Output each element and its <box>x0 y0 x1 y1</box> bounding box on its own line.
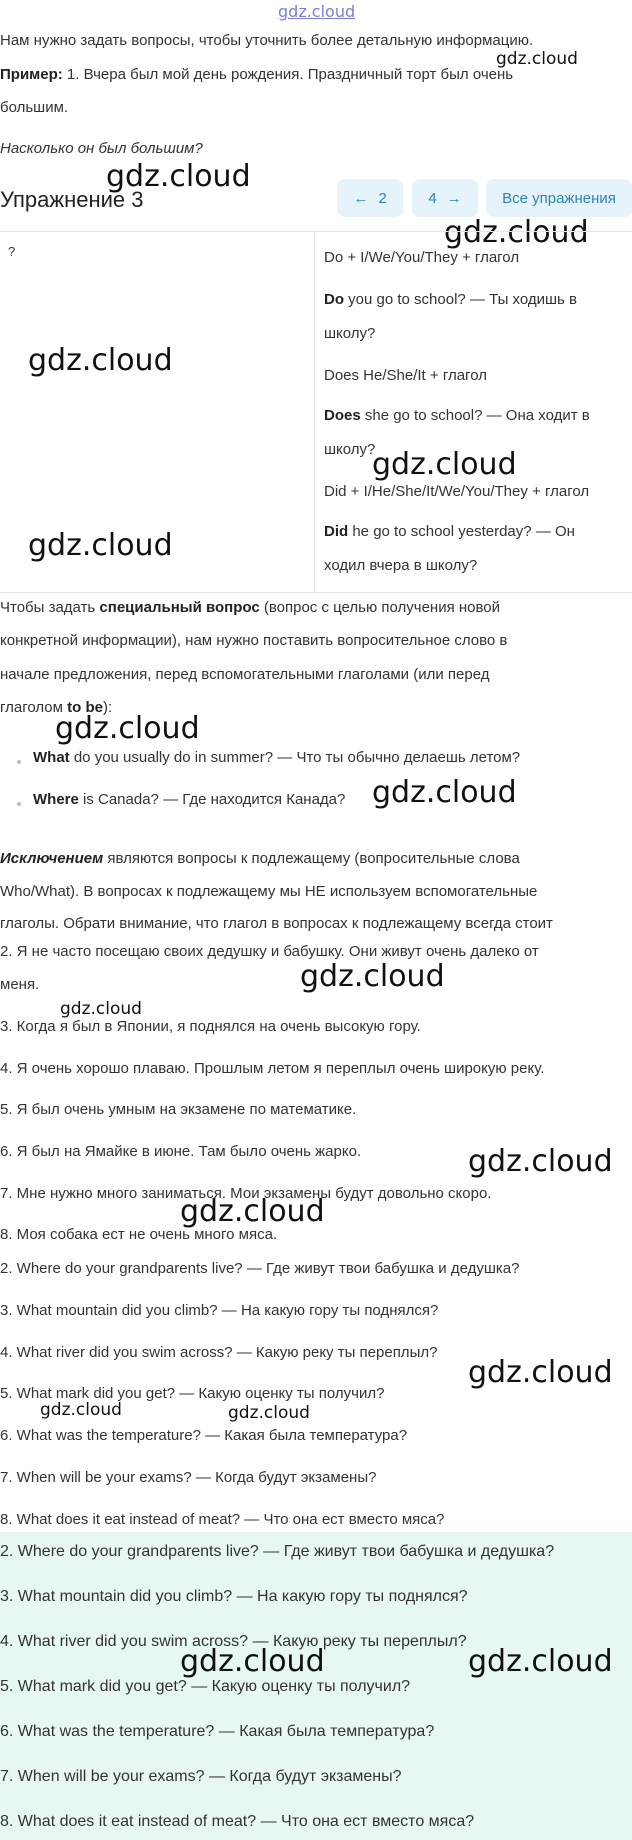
answer-line: 4. What river did you swim across? — Какую реку ты переплыл? <box>0 1633 467 1650</box>
task-sentence: 4. Я очень хорошо плаваю. Прошлым летом я переплыл очень широкую реку. <box>0 1060 545 1077</box>
rule-do-bold: Do <box>324 291 344 308</box>
answer-line: 2. Where do your grandparents live? — Где живут твои бабушка и дедушка? <box>0 1543 555 1560</box>
rule-do: Do + I/We/You/They + глагол <box>324 249 520 266</box>
list-item-what-text: do you usually do in summer? — Что ты обычно делаешь летом? <box>69 749 521 766</box>
example-line-2: большим. <box>0 99 69 116</box>
question-line: 2. Where do your grandparents live? — Где живут твои бабушка и дедушка? <box>0 1260 520 1277</box>
watermark: gdz.cloud <box>372 447 517 482</box>
watermark: gdz.cloud <box>60 999 142 1019</box>
task-sentence: 3. Когда я был в Японии, я поднялся на очень высокую гору. <box>0 1018 421 1035</box>
example-text: 1. Вчера был мой день рождения. Праздничный торт был очень <box>62 66 514 83</box>
bullet-dot <box>17 760 21 764</box>
list-item-where <box>33 790 345 810</box>
rule-do-example-text: you go to school? — Ты ходишь в <box>344 291 577 308</box>
next-exercise-label: 4 <box>428 189 437 207</box>
special-text-3: начале предложения, перед вспомогательными глаголами (или перед <box>0 666 490 683</box>
watermark: gdz.cloud <box>372 775 517 810</box>
special-text-4b: ): <box>102 699 113 716</box>
rule-did-example-text: he go to school yesterday? — Он <box>348 523 575 540</box>
watermark: gdz.cloud <box>28 528 173 563</box>
prev-exercise-button[interactable] <box>337 179 403 217</box>
answer-line: 8. What does it eat instead of meat? — Что она ест вместо мяса? <box>0 1813 475 1830</box>
watermark-logo[interactable]: gdz.cloud <box>278 2 356 21</box>
watermark: gdz.cloud <box>28 343 173 378</box>
rule-did-example <box>324 522 575 542</box>
rule-did-bold: Did <box>324 523 349 540</box>
task-sentence: 6. Я был на Ямайке в июне. Там было очень жарко. <box>0 1143 362 1160</box>
all-exercises-label: Все упражнения <box>502 189 616 207</box>
answer-line: 6. What was the temperature? — Какая была температура? <box>0 1723 435 1740</box>
rule-does-bold: Does <box>324 407 361 424</box>
task-sentence: 8. Моя собака ест не очень много мяса. <box>0 1226 278 1243</box>
special-text-1 <box>0 598 500 618</box>
list-item-what-bold: What <box>33 749 70 766</box>
arrow-right-icon: → <box>446 189 462 207</box>
special-to-be: to be <box>67 699 103 716</box>
exception-text-2: Who/What). В вопросах к подлежащему мы НЕ используем вспомогательные <box>0 883 538 900</box>
rule-did-example-cont: ходил вчера в школу? <box>324 557 478 574</box>
rule-do-example <box>324 290 577 310</box>
question-line: 8. What does it eat instead of meat? — Что она ест вместо мяса? <box>0 1511 445 1528</box>
list-item-where-text: is Canada? — Где находится Канада? <box>78 791 346 808</box>
task-sentence: 7. Мне нужно много заниматься. Мои экзамены будут довольно скоро. <box>0 1185 492 1202</box>
answer-line: 7. When will be your exams? — Когда будут экзамены? <box>0 1768 402 1785</box>
next-exercise-button[interactable] <box>412 179 478 217</box>
exception-term: Исключением <box>0 850 104 867</box>
special-text-a: Чтобы задать <box>0 599 100 616</box>
table-divider <box>314 232 315 592</box>
table-cell-left: ? <box>8 244 16 259</box>
all-exercises-button[interactable] <box>486 179 632 217</box>
special-text-b: (вопрос с целью получения новой <box>259 599 501 616</box>
arrow-left-icon: ← <box>353 189 369 207</box>
question-line: 7. When will be your exams? — Когда будут экзамены? <box>0 1469 377 1486</box>
watermark: gdz.cloud <box>40 1400 122 1420</box>
watermark: gdz.cloud <box>468 1355 613 1390</box>
example-question: Насколько он был большим? <box>0 140 203 157</box>
exception-text-1-rest: являются вопросы к подлежащему (вопросительные слова <box>103 850 520 867</box>
special-term: специальный вопрос <box>99 599 260 616</box>
question-line: 4. What river did you swim across? — Какую реку ты переплыл? <box>0 1344 438 1361</box>
watermark: gdz.cloud <box>468 1144 613 1179</box>
list-item-what <box>33 748 520 768</box>
watermark: gdz.cloud <box>300 959 445 994</box>
answer-line: 3. What mountain did you climb? — На какую гору ты поднялся? <box>0 1588 468 1605</box>
rule-does: Does He/She/It + глагол <box>324 367 487 384</box>
rule-does-example <box>324 406 590 426</box>
watermark: gdz.cloud <box>55 711 200 746</box>
watermark: gdz.cloud <box>468 1644 613 1679</box>
question-line: 5. What mark did you get? — Какую оценку ты получил? <box>0 1385 385 1402</box>
exception-text-3: глаголы. Обрати внимание, что глагол в вопросах к подлежащему всегда стоит <box>0 915 553 932</box>
prev-exercise-label: 2 <box>378 189 387 207</box>
rule-do-example-cont: школу? <box>324 325 376 342</box>
watermark: gdz.cloud <box>180 1644 325 1679</box>
special-text-2: конкретной информации), нам нужно поставить вопросительное слово в <box>0 632 508 649</box>
exception-text-1 <box>0 849 520 869</box>
rule-does-example-cont: школу? <box>324 441 376 458</box>
example-label: Пример: <box>0 66 63 83</box>
task-sentence: 5. Я был очень умным на экзамене по математике. <box>0 1101 357 1118</box>
list-item-where-bold: Where <box>33 791 79 808</box>
exercise-title: Упражнение 3 <box>0 187 144 212</box>
task-sentence: меня. <box>0 976 40 993</box>
answer-line: 5. What mark did you get? — Какую оценку ты получил? <box>0 1678 411 1695</box>
question-line: 6. What was the temperature? — Какая была температура? <box>0 1427 408 1444</box>
watermark: gdz.cloud <box>444 215 589 250</box>
rule-does-example-text: she go to school? — Она ходит в <box>360 407 590 424</box>
watermark: gdz.cloud <box>106 159 251 194</box>
watermark: gdz.cloud <box>496 49 578 69</box>
task-sentence: 2. Я не часто посещаю своих дедушку и бабушку. Они живут очень далеко от <box>0 943 539 960</box>
watermark: gdz.cloud <box>180 1194 325 1229</box>
rule-did: Did + I/He/She/It/We/You/They + глагол <box>324 483 590 500</box>
watermark: gdz.cloud <box>228 1403 310 1423</box>
special-text-4a: глаголом <box>0 699 68 716</box>
question-line: 3. What mountain did you climb? — На какую гору ты поднялся? <box>0 1302 439 1319</box>
intro-text: Нам нужно задать вопросы, чтобы уточнить более детальную информацию. <box>0 32 534 49</box>
bullet-dot <box>17 802 21 806</box>
example-line <box>0 65 513 85</box>
